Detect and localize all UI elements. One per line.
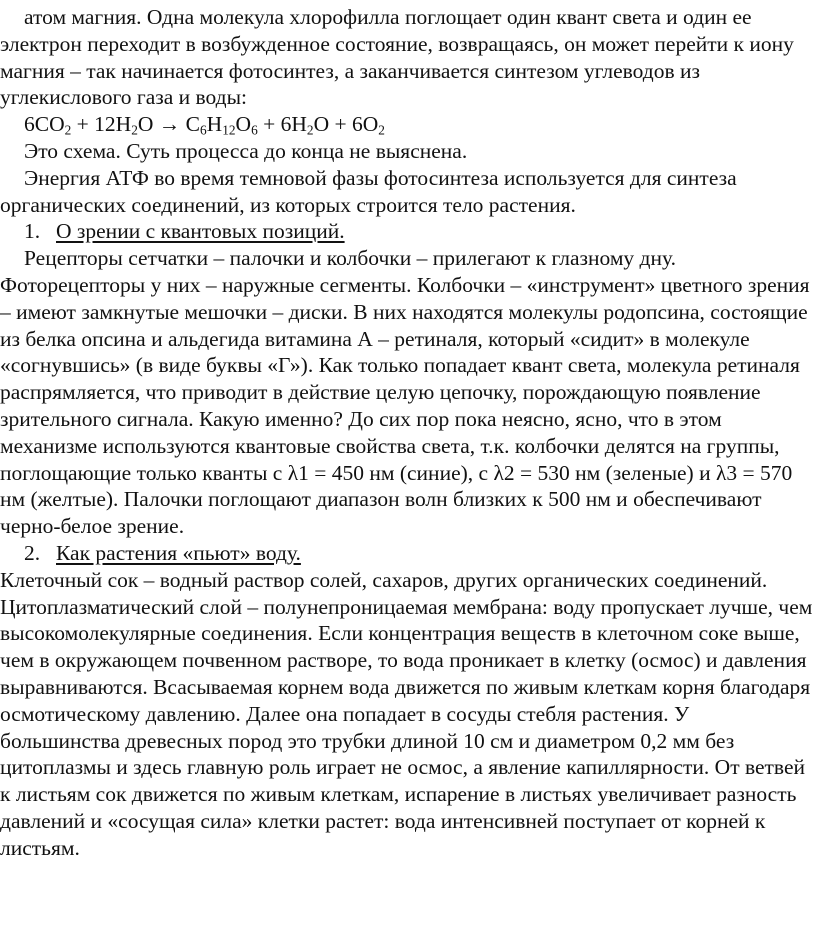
section-heading-vision: [0, 218, 814, 245]
heading-text: Как растения «пьют» воду.: [56, 540, 301, 565]
section-heading-plants-water: [0, 540, 814, 567]
list-number: 1.: [24, 219, 41, 244]
paragraph-photosynthesis-intro: атом магния. Одна молекула хлорофилла поглощает один квант света и один ее электрон переходит в возбужденное состояние, возвращаясь, он может перейти к иону магния – так начинается фотосинтез, а заканчивается синтезом углеводов из углекислового газа и воды:: [0, 5, 794, 110]
paragraph-atp-energy: Энергия АТФ во время темновой фазы фотосинтеза используется для синтеза органических соединений, из которых строится тело растения.: [0, 165, 737, 217]
heading-text: О зрении с квантовых позиций.: [56, 219, 345, 244]
arrow-icon: →: [158, 112, 181, 137]
photosynthesis-equation: $6CO_2 + 12H_2O \to C_6H_{12}O_6 + 6H_2O + 6O_2$: [24, 112, 385, 138]
paragraph-retina-receptors: Рецепторы сетчатки – палочки и колбочки – прилегают к глазному дну. Фоторецепторы у них – наружные сегменты. Колбочки – «инструмент» цветного зрения – имеют замкнутые мешочки – диски. В них находятся молекулы родопсина, состоящие из белка опсина и альдегида витамина А – ретиналя, который «сидит» в молекуле «согнувшись» (в виде буквы «Г»). Как только попадает квант света, молекула ретиналя распрямляется, что приводит в действие целую цепочку, порождающую появление зрительного сигнала. Какую именно? До сих пор пока неясно, ясно, что в этом механизме используются квантовые свойства света, т.к. колбочки делятся на группы, поглощающие только кванты с λ1 = 450 нм (синие), с λ2 = 530 нм (зеленые) и λ3 = 570 нм (желтые). Палочки поглощают диапазон волн близких к 500 нм и обеспечивают черно-белое зрение.: [0, 246, 810, 539]
list-number: 2.: [24, 540, 41, 565]
paragraph-cell-sap: Клеточный сок – водный раствор солей, сахаров, других органических соединений. Цитоплазматический слой – полунепроницаемая мембрана: воду пропускает лучше, чем высокомолекулярные соединения. Если концентрация веществ в клеточном соке выше, чем в окружающем почвенном растворе, то вода проникает в клетку (осмос) и давления выравниваются. Всасываемая корнем вода движется по живым клеткам корня благодаря осмотическому давлению. Далее она попадает в сосуды стебля растения. У большинства древесных пород это трубки длиной 10 см и диаметром 0,2 мм без цитоплазмы и здесь главную роль играет не осмос, а явление капиллярности. От ветвей к листьям сок движется по живым клеткам, испарение в листьях увеличивает разность давлений и «сосущая сила» клетки растет: вода интенсивней поступает от корней к листьям.: [0, 567, 813, 860]
paragraph-scheme-note: Это схема. Суть процесса до конца не выяснена.: [24, 138, 468, 163]
